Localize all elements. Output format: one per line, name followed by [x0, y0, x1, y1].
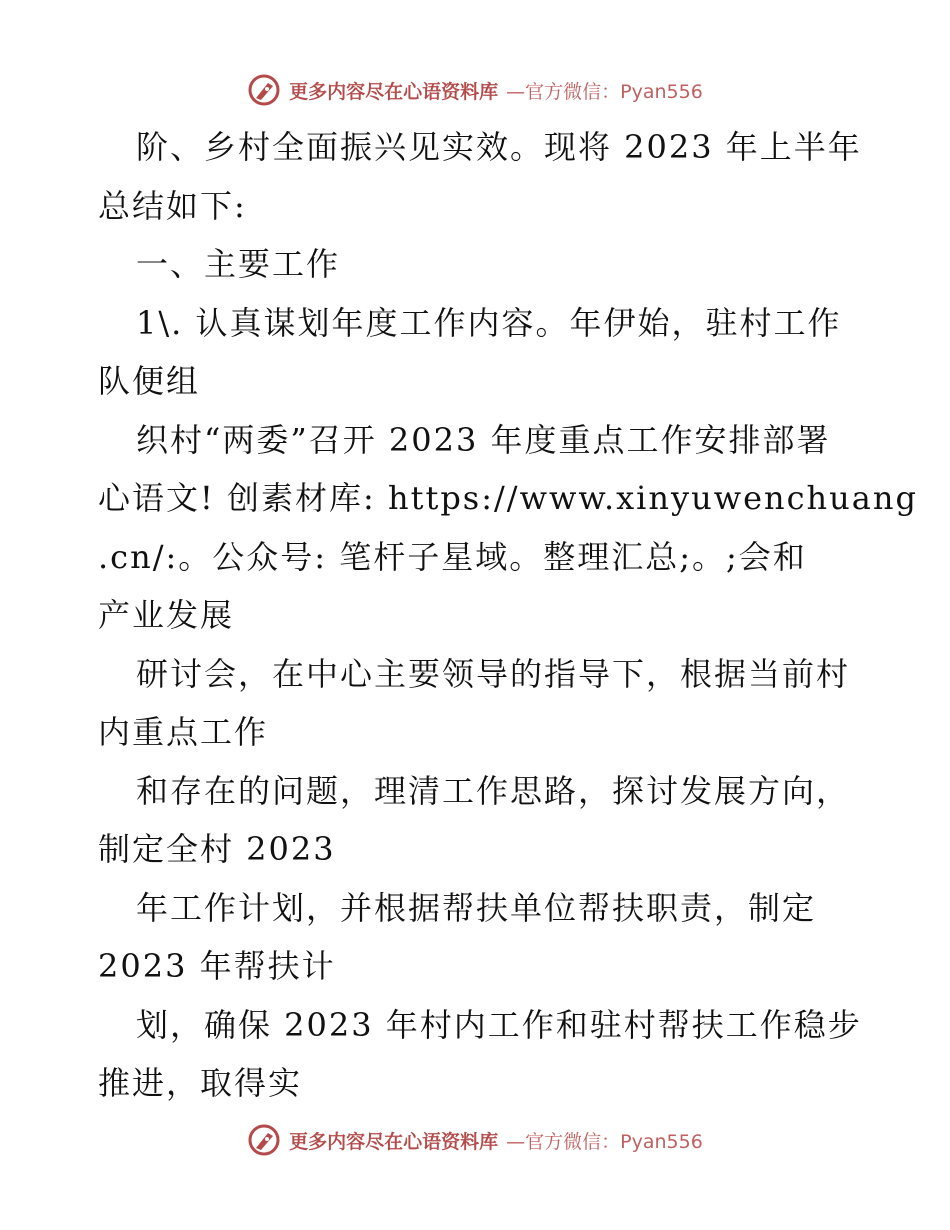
text-line: 阶、乡村全面振兴见实效。现将 2023 年上半年 [136, 128, 862, 166]
text-line: 和存在的问题，理清工作思路，探讨发展方向， [136, 771, 851, 810]
text-line: 产业发展 [98, 596, 235, 634]
text-line: 1\. 认真谋划年度工作内容。年伊始，驻村工作 [136, 303, 842, 342]
pen-nib-circle-icon [247, 73, 281, 107]
text-line: 2023 年帮扶计 [98, 947, 336, 985]
text-line: .cn/:。公众号: 笔杆子星域。整理汇总;。;会和 [98, 537, 807, 576]
section-heading: 一、主要工作 [136, 245, 341, 283]
header-watermark [0, 70, 950, 110]
text-line: 队便组 [98, 362, 201, 400]
watermark-sub-text: —官方微信：Pyan556 [506, 80, 703, 103]
text-line: 制定全村 2023 [98, 830, 336, 868]
text-line: 总结如下: [98, 186, 247, 225]
pen-nib-circle-icon [247, 1123, 281, 1157]
text-line: 心语文! 创素材库: https://www.xinyuwenchuang [98, 479, 918, 517]
text-line: 推进，取得实 [98, 1064, 303, 1102]
text-line: 研讨会，在中心主要领导的指导下，根据当前村 [136, 654, 851, 693]
text-line: 内重点工作 [98, 713, 269, 751]
text-line: 织村“两委”召开 2023 年度重点工作安排部署 [136, 420, 831, 459]
document-body [98, 118, 918, 1113]
watermark-sub-text: —官方微信：Pyan556 [506, 1130, 703, 1153]
watermark-main-text: 更多内容尽在心语资料库 [289, 1130, 499, 1153]
footer-watermark [0, 1120, 950, 1160]
watermark-main-text: 更多内容尽在心语资料库 [289, 80, 499, 103]
text-line: 年工作计划，并根据帮扶单位帮扶职责，制定 [136, 888, 817, 927]
text-line: 划，确保 2023 年村内工作和驻村帮扶工作稳步 [136, 1005, 862, 1044]
